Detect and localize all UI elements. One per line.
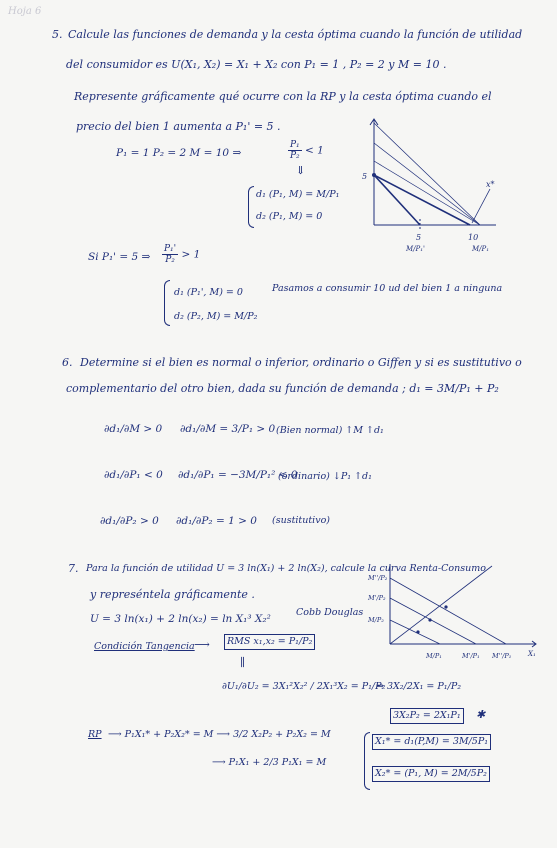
q7-x1-demand: X₁* = d₁(P,M) = 3M/5P₁ [372, 734, 491, 750]
q5-graph-x10: 10 [468, 233, 479, 242]
q7-rp-equation-2: ⟶ P₁X₁ + 2/3 P₁X₁ = M [212, 757, 327, 768]
q7-graph-point-2 [428, 618, 431, 621]
q5-statement-line1: Calcule las funciones de demanda y la cesta óptima cuando la función de utilidad [68, 28, 523, 41]
q6-income-derivative: ∂d₁/∂M = 3/P₁ > 0 [180, 423, 276, 435]
bleed-through-text: Hoja 6 [8, 6, 42, 17]
q7-graph-x1: M/P₁ [426, 652, 442, 660]
q7-result-brace [364, 732, 370, 790]
q7-rp-label: RP [88, 729, 102, 740]
q7-graph-point-3 [444, 605, 447, 608]
q5-demand-1b: d₁ (P₁', M) = 0 [174, 287, 243, 298]
q5-ratio-numerator: P₁ [290, 140, 300, 150]
q7-boxed-relation: 3X₂P₂ = 2X₁P₁ [390, 708, 464, 724]
q7-x2-demand: X₂* = (P₁, M) = 2M/5P₂ [372, 766, 490, 782]
q7-cobb-douglas-label: Cobb Douglas [296, 607, 364, 618]
q5-implies-arrow: ⇓ [296, 164, 306, 177]
q7-income-consumption-graph [366, 560, 542, 670]
q7-utility-function: U = 3 ln(x₁) + 2 ln(x₂) = ln X₁³ X₂² [90, 613, 271, 625]
q5-price-ratio [288, 140, 324, 161]
q7-graph-y3: M/P₂ [368, 616, 384, 624]
q7-mrs-box: RMS x₁,x₂ = P₁/P₂ [224, 634, 315, 650]
q5-brace-1 [248, 186, 254, 228]
q7-tangency-label: Condición Tangencia [94, 641, 195, 652]
q7-statement-line2: y represéntela gráficamente . [90, 588, 255, 601]
q6-own-price-sign: ∂d₁/∂P₁ < 0 [104, 469, 163, 481]
q5-number: 5. [52, 28, 63, 41]
q5-statement-line3: Represente gráficamente qué ocurre con la RP y la cesta óptima cuando el [74, 90, 492, 103]
q7-graph-point-1 [416, 630, 419, 633]
q7-star-mark: ✱ [476, 708, 486, 721]
q5-conclusion-note: Pasamos a consumir 10 ud del bien 1 a ninguna [272, 283, 503, 294]
q5-ratio-rhs: < 1 [305, 144, 324, 157]
q5-case2-ratio [162, 244, 200, 265]
q7-equals-sign: ∥ [240, 656, 246, 669]
q7-graph-x-axis: X₁ [528, 650, 536, 658]
q5-brace-2 [164, 280, 170, 326]
q6-statement-line2: complementario del otro bien, dada su función de demanda ; d₁ = 3M/P₁ + P₂ [66, 382, 499, 395]
q6-own-price-result: (ordinario) ↓P₁ ↑d₁ [278, 471, 372, 482]
q5-case2-lhs: Si P₁' = 5 ⇒ [88, 251, 151, 263]
q5-case2-rhs: > 1 [181, 248, 201, 261]
q6-statement-line1: Determine si el bien es normal o inferior, ordinario o Giffen y si es sustitutivo o [80, 356, 522, 369]
q7-rp-equation: ⟶ P₁X₁* + P₂X₂* = M ⟶ 3/2 X₂P₂ + P₂X₂ = M [108, 729, 331, 740]
q5-budget-graph [360, 115, 500, 255]
q5-graph-point-label: x* [486, 180, 495, 189]
q6-cross-price-result: (sustitutivo) [272, 515, 331, 526]
q7-tangency-arrow: ⟶ [194, 638, 210, 651]
q5-statement-line2: del consumidor es U(X₁, X₂) = X₁ + X₂ con P₁ = 1 , P₂ = 2 y M = 10 . [66, 58, 447, 71]
q6-income-result: (Bien normal) ↑M ↑d₁ [276, 425, 384, 436]
q5-demand-2: d₂ (P₁, M) = 0 [256, 211, 323, 222]
q5-demand-2b: d₂ (P₂, M) = M/P₂ [174, 311, 258, 322]
q6-number: 6. [62, 356, 73, 369]
q7-marginal-utilities: ∂U₁/∂U₂ = 3X₁²X₂² / 2X₁³X₂ = P₁/P₂ [222, 681, 386, 692]
q7-graph-x2: M'/P₁ [462, 652, 480, 660]
q7-graph-x3: M''/P₁ [492, 652, 512, 660]
q5-statement-line4: precio del bien 1 aumenta a P₁' = 5 . [76, 120, 281, 133]
q5-demand-1: d₁ (P₁, M) = M/P₁ [256, 189, 340, 200]
q7-simplified-ratio: ⇒ 3X₂/2X₁ = P₁/P₂ [376, 681, 462, 692]
q5-ratio2-denominator: P₂ [165, 255, 175, 265]
q5-graph-xm2: M/P₁ [472, 245, 490, 253]
q5-graph-y-label: 5 [362, 172, 368, 181]
q7-graph-y2: M'/P₂ [368, 594, 386, 602]
q7-number: 7. [68, 562, 79, 575]
q5-given-values: P₁ = 1 P₂ = 2 M = 10 ⇒ [116, 147, 242, 159]
q5-ratio2-numerator: P₁' [164, 244, 177, 254]
q6-cross-price-sign: ∂d₁/∂P₂ > 0 [100, 515, 159, 527]
q6-cross-price-derivative: ∂d₁/∂P₂ = 1 > 0 [176, 515, 257, 527]
q7-graph-y1: M''/P₂ [368, 574, 388, 582]
q5-graph-point [372, 173, 376, 177]
q7-statement-line1: Para la función de utilidad U = 3 ln(X₁) + 2 ln(X₂), calcule la curva Renta-Consumo [86, 563, 486, 574]
q6-income-sign: ∂d₁/∂M > 0 [104, 423, 163, 435]
q5-ratio-denominator: P₂ [290, 151, 300, 161]
q6-own-price-derivative: ∂d₁/∂P₁ = −3M/P₁² < 0 [178, 469, 298, 481]
q5-graph-xm1: M/P₁' [406, 245, 425, 253]
q5-graph-x5: 5 [416, 233, 422, 242]
